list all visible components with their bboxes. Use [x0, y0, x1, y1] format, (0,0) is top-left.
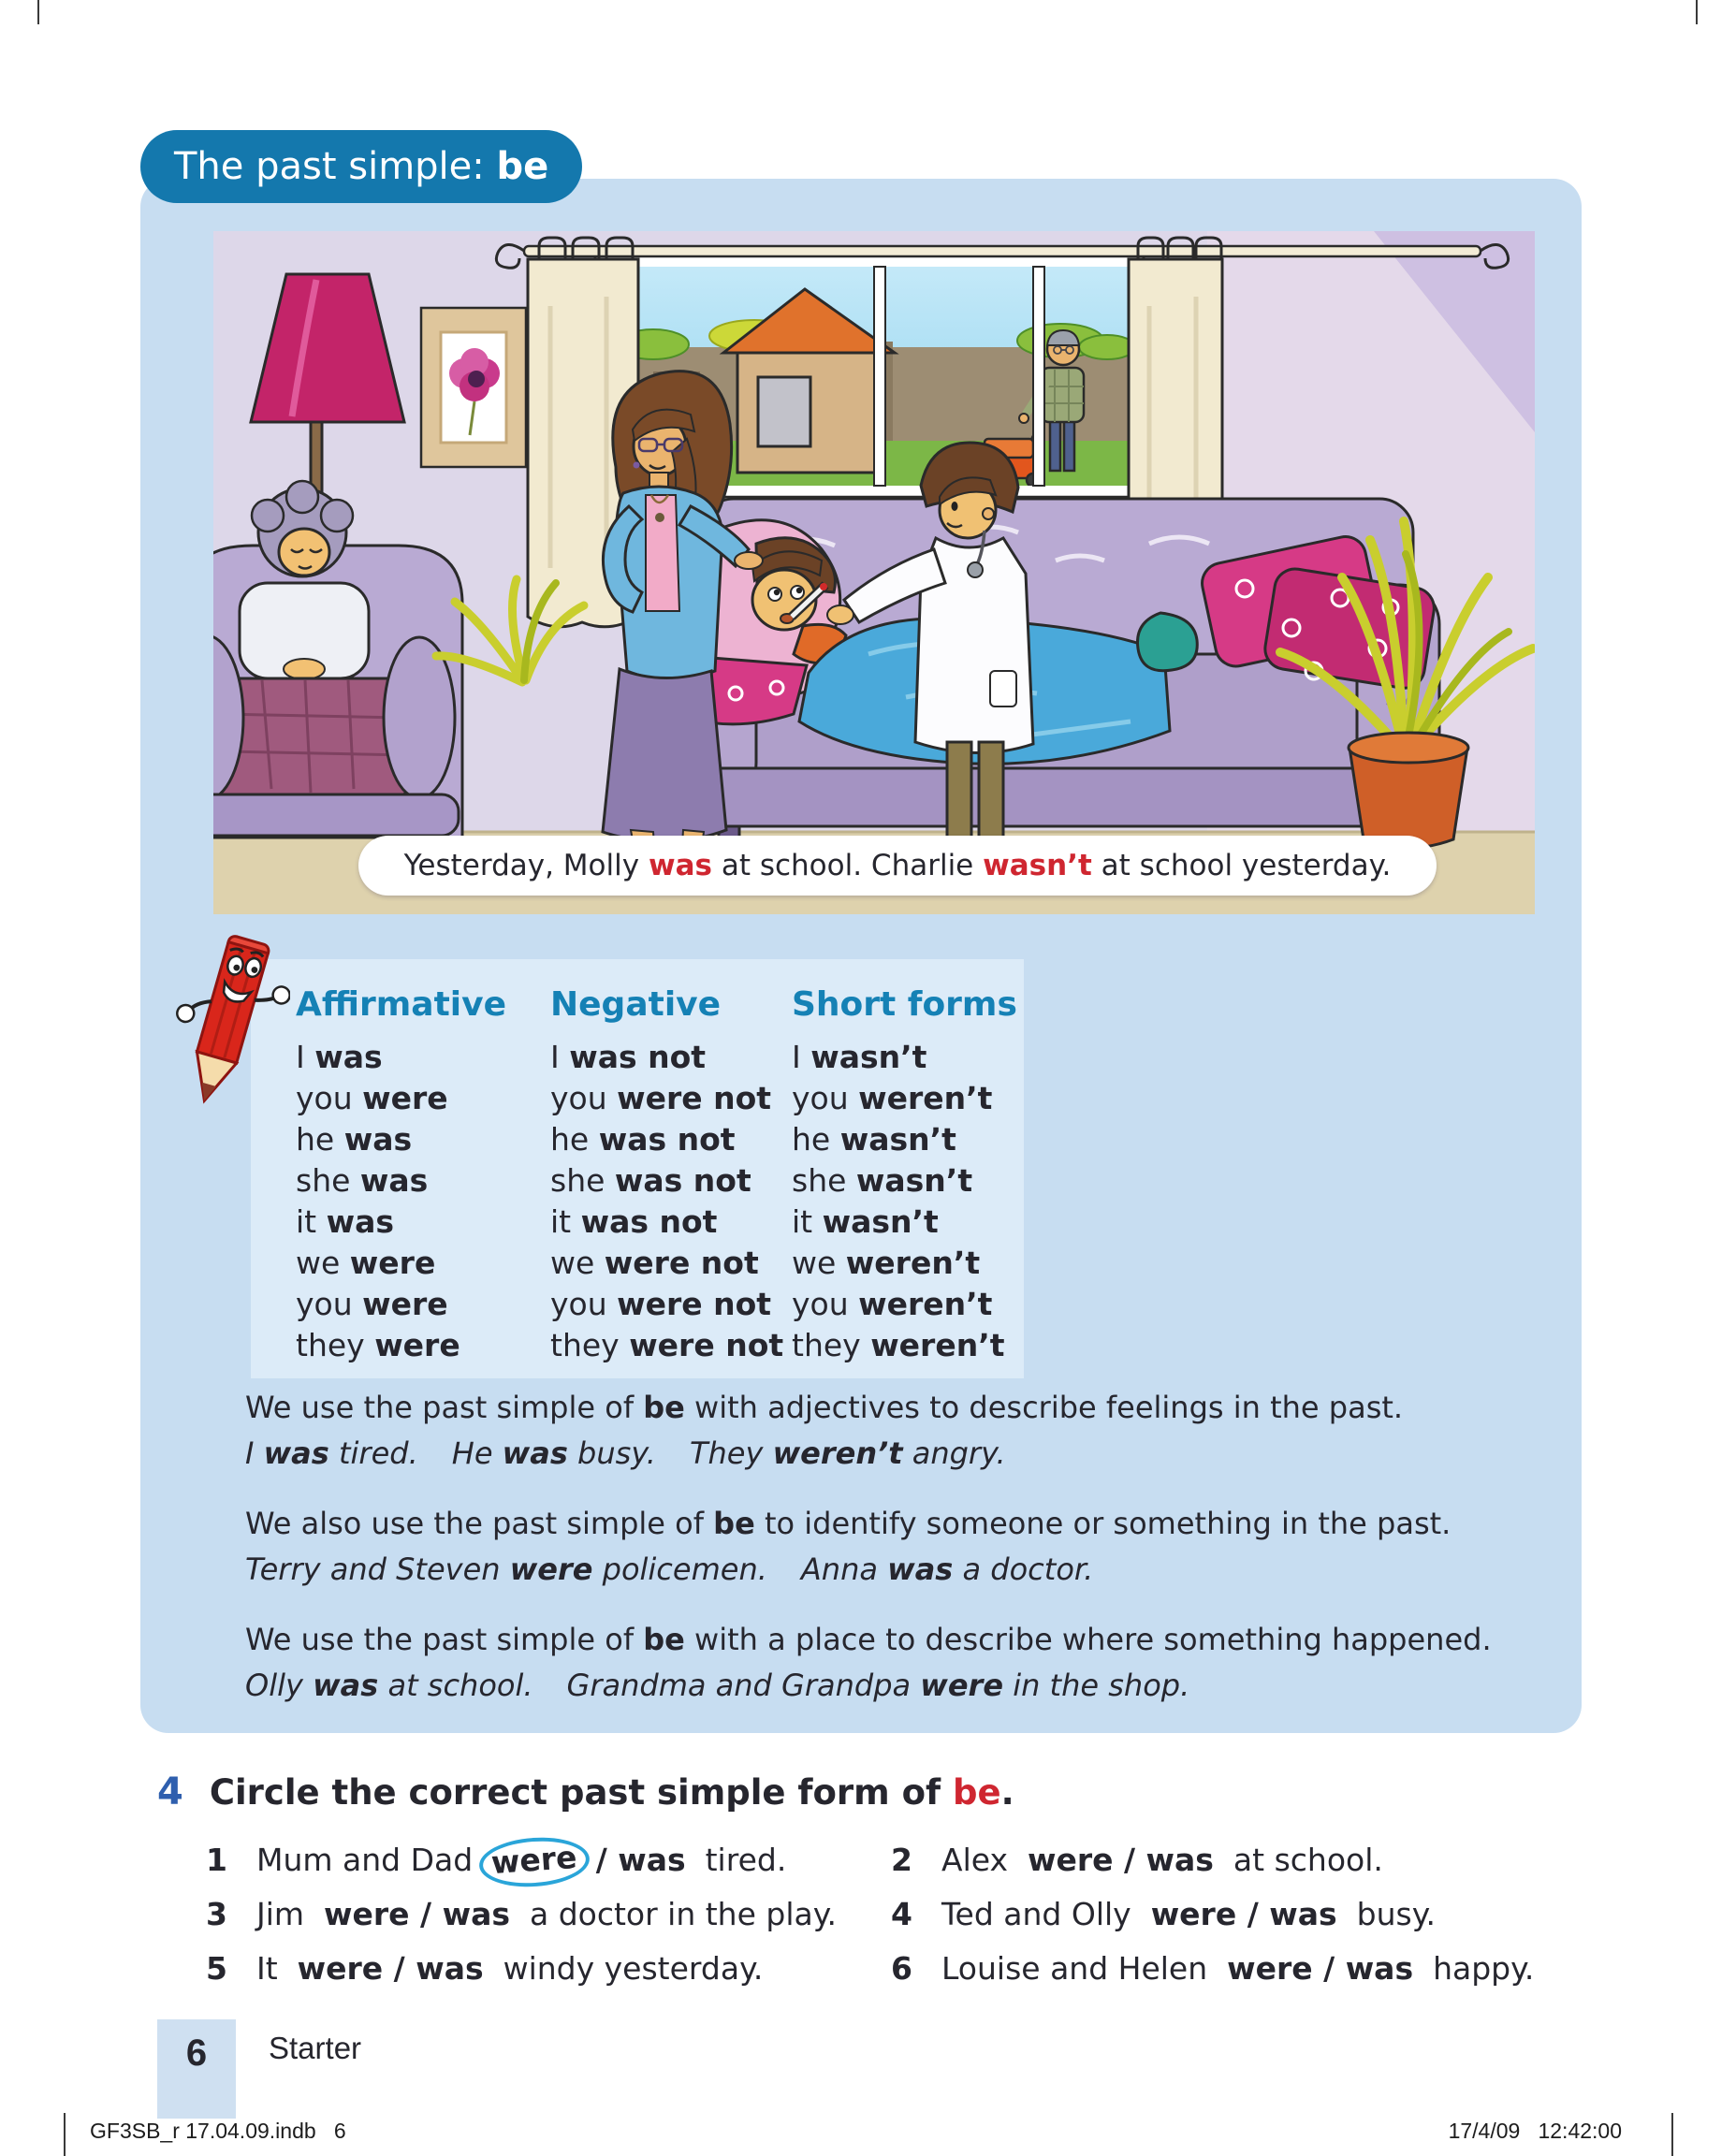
- verb-table-cell: you were not: [550, 1286, 772, 1322]
- usage-rule: We also use the past simple of be to identify someone or something in the past.: [245, 1506, 1452, 1541]
- living-room-illustration: [213, 231, 1535, 914]
- exercise-item-number: 2: [891, 1842, 912, 1878]
- column-affirmative: Affirmative: [296, 985, 506, 1024]
- usage-example: Olly was at school. Grandma and Grandpa were in the shop.: [245, 1668, 1190, 1703]
- column-negative: Negative: [550, 985, 722, 1024]
- usage-notes: [245, 1388, 1529, 1736]
- exercise-item-text: Alex were / was at school.: [941, 1842, 1383, 1878]
- verb-table-cell: you were not: [550, 1080, 772, 1116]
- verb-table-cell: we were: [296, 1245, 436, 1281]
- exercise-item-text: Jim were / was a doctor in the play.: [256, 1896, 838, 1932]
- exercise-item-number: 4: [891, 1896, 912, 1932]
- verb-table-cell: I wasn’t: [792, 1039, 927, 1075]
- crop-mark: [37, 0, 39, 24]
- exercise-item: [206, 1838, 891, 1896]
- exercise-item: [891, 1950, 1598, 2004]
- pencil-mascot-icon: [167, 919, 290, 1129]
- verb-table-cell: you weren’t: [792, 1286, 993, 1322]
- verb-table-cell: you weren’t: [792, 1080, 993, 1116]
- illustration-drawing: [213, 231, 1535, 914]
- exercise-title: [157, 1770, 1598, 1814]
- verb-table-cell: she was: [296, 1162, 429, 1199]
- verb-table-cell: he was not: [550, 1121, 736, 1158]
- crop-mark: [1671, 2113, 1673, 2156]
- verb-table-cell: you were: [296, 1080, 448, 1116]
- lesson-title-text: The past simple:: [174, 145, 497, 188]
- usage-note: [245, 1504, 1529, 1589]
- verb-table-cell: it wasn’t: [792, 1203, 939, 1240]
- lesson-title-tab: [140, 130, 582, 203]
- verb-table-cell: they were not: [550, 1327, 784, 1363]
- usage-example: I was tired. He was busy. They weren’t angry.: [245, 1435, 1006, 1471]
- usage-note: [245, 1388, 1529, 1473]
- verb-table-cell: she was not: [550, 1162, 751, 1199]
- verb-table-cell: we were not: [550, 1245, 759, 1281]
- verb-table-cell: he wasn’t: [792, 1121, 956, 1158]
- exercise-item-text: Ted and Olly were / was busy.: [941, 1896, 1437, 1932]
- verb-table-cell: I was: [296, 1039, 383, 1075]
- lesson-title-keyword: be: [496, 145, 549, 188]
- exercise-item-text: Louise and Helen were / was happy.: [941, 1950, 1535, 1987]
- exercise-item-text: Mum and Dad were / was tired.: [256, 1842, 786, 1881]
- verb-table-cell: they weren’t: [792, 1327, 1005, 1363]
- exercise-item-number: 5: [206, 1950, 227, 1987]
- exercise-4: [157, 1770, 1598, 2004]
- exercise-item: [891, 1842, 1598, 1896]
- grammar-panel: [140, 179, 1582, 1733]
- verb-table-rows: [296, 1037, 1024, 1366]
- exercise-items: [206, 1838, 1598, 2004]
- exercise-item-number: 1: [206, 1842, 227, 1878]
- usage-rule: We use the past simple of be with a place to describe where something happened.: [245, 1622, 1492, 1657]
- verb-table-cell: it was: [296, 1203, 395, 1240]
- exercise-item-number: 6: [891, 1950, 912, 1987]
- exercise-item-text: It were / was windy yesterday.: [256, 1950, 764, 1987]
- exercise-item-number: 3: [206, 1896, 227, 1932]
- verb-table-cell: she wasn’t: [792, 1162, 973, 1199]
- verb-table: [251, 959, 1024, 1378]
- verb-table-cell: it was not: [550, 1203, 718, 1240]
- verb-table-cell: they were: [296, 1327, 460, 1363]
- print-file-info: GF3SB_r 17.04.09.indb 6: [90, 2119, 346, 2143]
- verb-table-cell: we weren’t: [792, 1245, 981, 1281]
- page-number: 6: [185, 2032, 208, 2074]
- usage-rule: We use the past simple of be with adjectives to describe feelings in the past.: [245, 1390, 1404, 1425]
- exercise-item: [206, 1896, 891, 1950]
- crop-mark: [1696, 0, 1698, 24]
- exercise-number: 4: [157, 1770, 183, 1814]
- column-short-forms: Short forms: [792, 985, 1017, 1024]
- illustration-caption: Yesterday, Molly was at school. Charlie wasn’t at school yesterday.: [358, 836, 1437, 896]
- exercise-item: [891, 1896, 1598, 1950]
- page-number-box: [157, 2019, 236, 2119]
- exercise-instruction: Circle the correct past simple form of be.: [209, 1772, 1014, 1813]
- verb-table-cell: I was not: [550, 1039, 707, 1075]
- verb-table-cell: he was: [296, 1121, 413, 1158]
- usage-example: Terry and Steven were policemen. Anna was a doctor.: [245, 1551, 1094, 1587]
- usage-note: [245, 1620, 1529, 1705]
- section-label: Starter: [269, 2031, 362, 2065]
- verb-table-cell: you were: [296, 1286, 448, 1322]
- print-timestamp: 17/4/09 12:42:00: [1448, 2119, 1622, 2143]
- verb-table-header: [296, 985, 1024, 1024]
- crop-mark: [64, 2113, 66, 2156]
- exercise-item: [206, 1950, 891, 2004]
